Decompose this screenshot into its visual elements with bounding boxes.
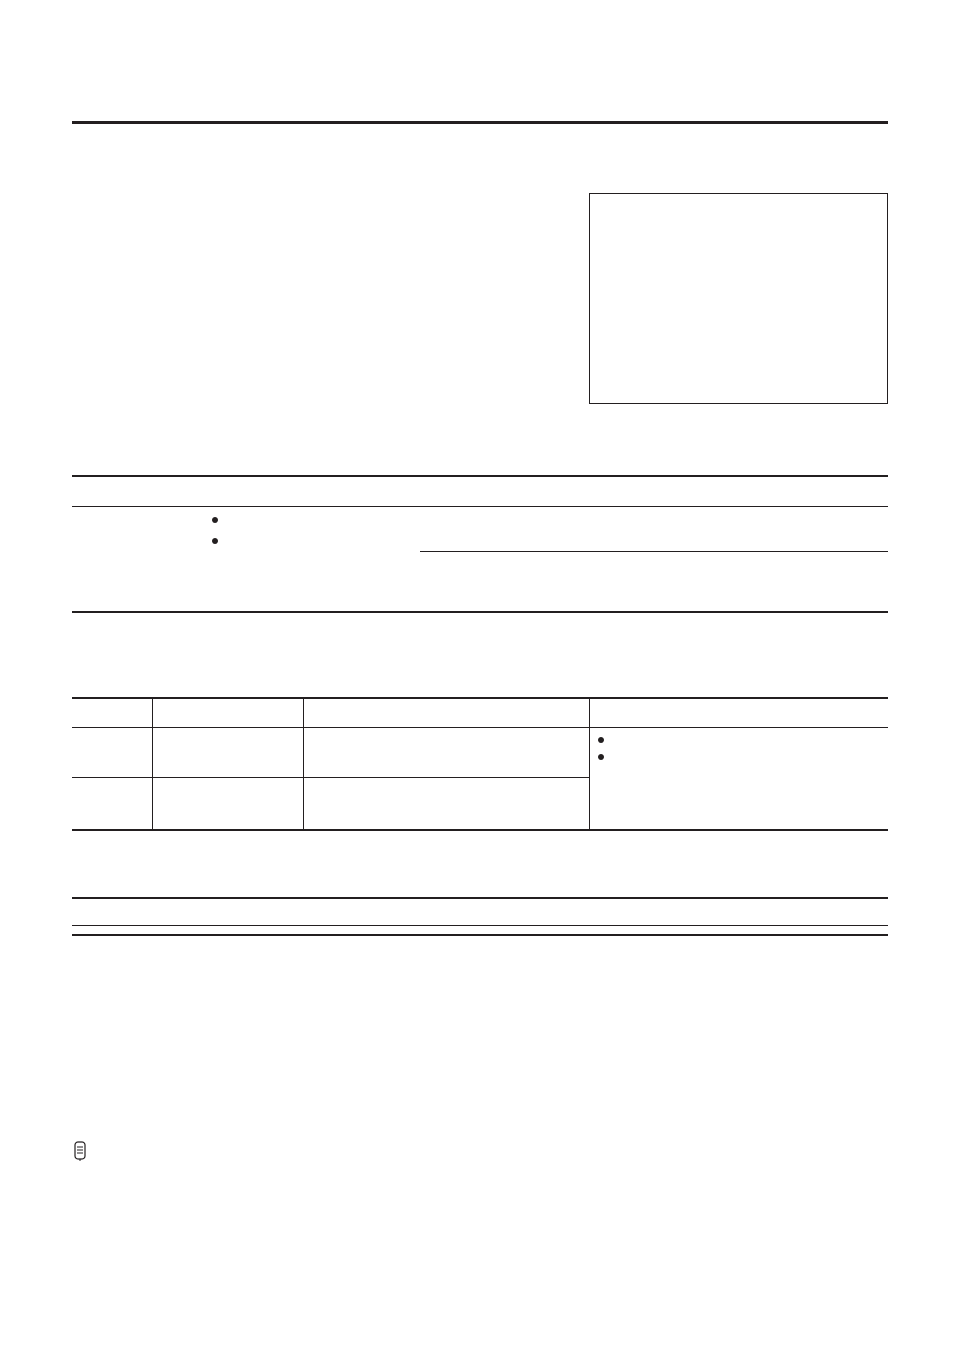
col-dtc-no <box>72 698 153 728</box>
row1-spec <box>681 507 888 552</box>
col-possible-cause <box>590 698 889 728</box>
col-detecting-condition <box>304 698 590 728</box>
row1-condition <box>420 507 681 552</box>
col-trouble-name <box>153 698 304 728</box>
col-condition <box>204 476 682 507</box>
dtc-p0123 <box>72 778 153 830</box>
failsafe-table-body <box>72 926 888 936</box>
cond-p0122 <box>304 728 590 778</box>
name-p0122 <box>153 728 304 778</box>
dtc-p0122 <box>72 728 153 778</box>
failsafe-table <box>72 897 888 936</box>
row2-condition <box>420 552 681 612</box>
col-monitor-item <box>72 476 204 507</box>
obd-table <box>72 697 888 831</box>
failsafe-table-header <box>72 898 888 926</box>
monitor-item-cell <box>72 507 204 612</box>
possible-cause-cell <box>590 728 889 830</box>
consult-tool-icon <box>72 1141 88 1161</box>
header-rule <box>72 121 888 124</box>
cond-p0123 <box>304 778 590 830</box>
row2-spec <box>681 552 888 612</box>
consult-spec-table <box>72 475 888 613</box>
name-p0123 <box>153 778 304 830</box>
tp-sensor-chart <box>589 193 888 404</box>
condition-bullets <box>204 507 421 612</box>
col-specification <box>681 476 888 507</box>
